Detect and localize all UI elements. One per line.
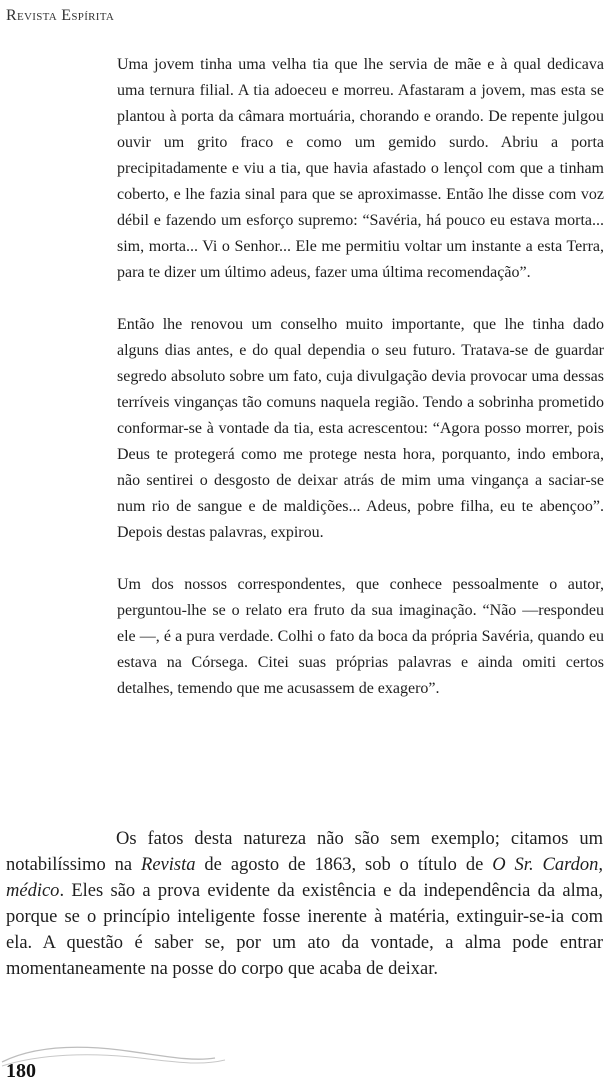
body-text-part-3: . Eles são a prova evidente da existência e da independência da alma, porque se o princípio inteligente fosse inerente à matéria, extinguir-se-ia com ela. A questão é saber se, por um ato da vontade, a alma pode entrar momentaneamente na posse do corpo que acaba de deixar.: [6, 881, 603, 979]
body-text: [6, 826, 603, 982]
body-paragraph: [6, 826, 603, 982]
page-number: 180: [6, 1060, 36, 1082]
quote-paragraph-3: Um dos nossos correspondentes, que conhece pessoalmente o autor, perguntou-lhe se o relato era fruto da sua imaginação. “Não —respondeu ele —, é a pura verdade. Colhi o fato da boca da própria Savéria, quando eu estava na Córsega. Citei suas próprias palavras e ainda omiti certos detalhes, temendo que me acusassem de exagero”.: [117, 576, 604, 697]
revista-italic: Revista: [141, 855, 196, 875]
article-title-italic: O Sr. Cardon, médico: [6, 855, 603, 901]
quote-paragraph-1: Uma jovem tinha uma velha tia que lhe servia de mãe e à qual dedicava uma ternura filial. A tia adoeceu e morreu. Afastaram a jovem, mas esta se plantou à porta da câmara mortuária, chorando e orando. De repente julgou ouvir um grito fraco e como um gemido surdo. Abriu a porta precipitadamente e viu a tia, que havia afastado o lençol com que a tinham coberto, e lhe fazia sinal para que se aproximasse. Então lhe disse com voz débil e fazendo um esforço supremo: “Savéria, há pouco eu estava morta... sim, morta... Vi o Senhor... Ele me permitiu voltar um instante a esta Terra, para te dizer um último adeus, fazer uma última recomendação”.: [117, 56, 604, 281]
body-text-part-1: Os fatos desta natureza não são sem exemplo; citamos um notabilíssimo na: [6, 829, 603, 875]
quote-paragraph-2: Então lhe renovou um conselho muito importante, que lhe tinha dado alguns dias antes, e do qual dependia o seu futuro. Tratava-se de guardar segredo absoluto sobre um fato, cuja divulgação devia provocar uma dessas terríveis vinganças tão comuns naquela região. Tendo a sobrinha prometido conformar-se à vontade da tia, esta acrescentou: “Agora posso morrer, pois Deus te protegerá como me protege nesta hora, porquanto, indo embora, não sentirei o desgosto de deixar atrás de mim uma vingança a saciar-se num rio de sangue e de maldições... Adeus, pobre filha, eu te abençoo”. Depois destas palavras, expirou.: [117, 316, 604, 541]
body-text-part-2: de agosto de 1863, sob o título de: [195, 855, 493, 875]
running-head-title: Revista Espírita: [6, 7, 115, 24]
quoted-passage: [117, 52, 604, 728]
